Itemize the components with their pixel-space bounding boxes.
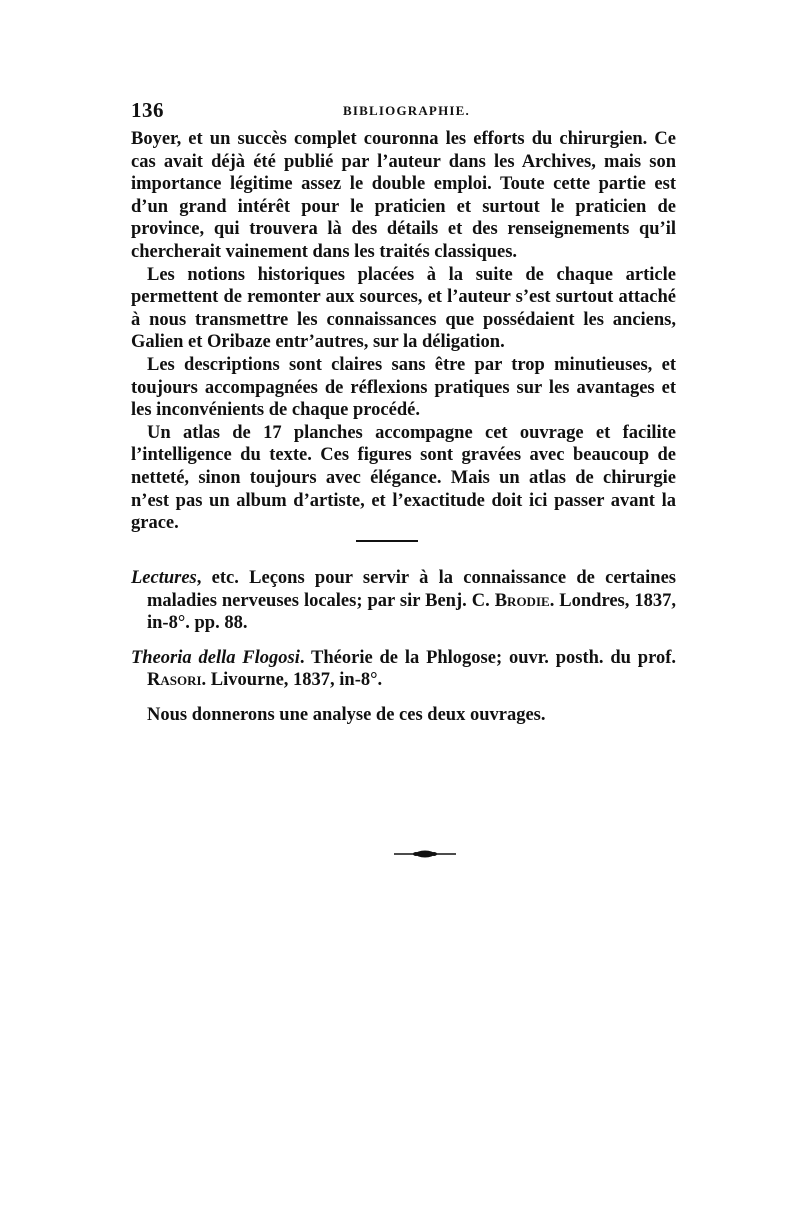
reference-text: , etc. Leçons pour servir à la connaissance de certaines maladies nerveuses locales; par sir Benj. C. — [147, 568, 676, 611]
page-number: 136 — [131, 98, 164, 122]
reference-text: . Livourne, 1837, in-8°. — [201, 670, 383, 691]
section-divider — [356, 540, 418, 542]
paragraph: Les notions historiques placées à la suite de chaque article permettent de remonter aux sources, et l’auteur s’est surtout attaché à nous transmettre les connaissances que possédaient les anciens, Galien et Oribaze entr’autres, sur la déligation. — [131, 264, 676, 353]
body-text — [131, 128, 676, 535]
page-header — [131, 98, 677, 122]
tailpiece-ornament — [392, 849, 458, 859]
closing-note: Nous donnerons une analyse de ces deux ouvrages. — [147, 704, 546, 725]
reference-entry — [131, 567, 676, 635]
reference-title: Theoria della Flogosi — [131, 647, 300, 668]
reference-text: . Théorie de la Phlogose; ouvr. posth. du prof. — [299, 647, 677, 668]
paragraph: Boyer, et un succès complet couronna les efforts du chirurgien. Ce cas avait déjà été publié par l’auteur dans les Archives, mais son importance légitime assez le double emploi. Toute cette partie est d’un grand intérêt pour le praticien et surtout le praticien de province, qui trouvera là des détails et des renseignements qu’il chercherait vainement dans les traités classiques. — [131, 129, 676, 262]
references — [131, 567, 676, 727]
paragraph: Un atlas de 17 planches accompagne cet ouvrage et facilite l’intelligence du texte. Ces figures sont gravées avec beaucoup de netteté, sinon toujours avec élégance. Mais un atlas de chirurgie n’est pas un album d’artiste, et l’exactitude doit ici passer avant la grace. — [131, 422, 676, 534]
reference-text: . Londres, 1837, in-8°. pp. 88. — [147, 590, 676, 634]
paragraph: Les descriptions sont claires sans être par trop minutieuses, et toujours accompagnées de réflexions pratiques sur les avantages et les inconvénients de chaque procédé. — [131, 354, 676, 421]
running-title: BIBLIOGRAPHIE. — [343, 103, 470, 118]
reference-author: Brodie — [494, 590, 550, 611]
reference-author: Rasori — [147, 670, 202, 691]
reference-title: Lectures — [131, 568, 197, 588]
reference-entry — [131, 647, 676, 692]
